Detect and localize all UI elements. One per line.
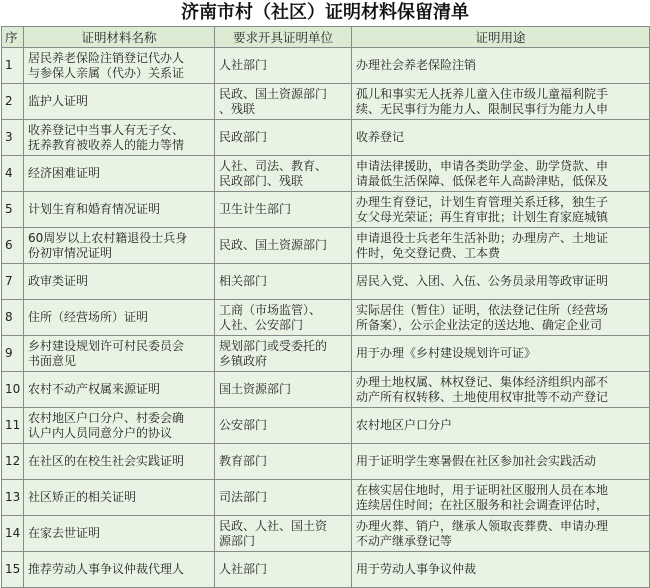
cell-purpose xyxy=(352,264,650,300)
cell-line: 续、无民事行为能力人、限制民事行为能力人申 xyxy=(356,101,609,116)
cell-line: 用于劳动人事争议仲裁 xyxy=(356,562,477,576)
cell-line: 相关部门 xyxy=(219,274,268,288)
cell-purpose xyxy=(352,408,650,444)
cell-line: 民政、人社、国土资 xyxy=(219,518,328,533)
cell-line: 人社部门 xyxy=(219,58,268,72)
cell-material-name xyxy=(24,48,215,84)
cell-line: 申请退役士兵老年生活补助；办理房产、土地证 xyxy=(356,230,609,245)
table-row xyxy=(2,264,650,300)
cell-line: 民政、国土资源部门 xyxy=(219,238,328,252)
cell-seq: 11 xyxy=(2,408,24,444)
cell-issuing-unit xyxy=(215,300,352,336)
cell-line: 农村不动产权属来源证明 xyxy=(28,382,161,396)
cell-line: 用于办理《乡村建设规划许可证》 xyxy=(356,346,537,360)
cell-issuing-unit xyxy=(215,444,352,480)
cell-line: 经济困难证明 xyxy=(28,166,101,180)
cell-purpose xyxy=(352,48,650,84)
cell-line: 人社部门 xyxy=(219,562,268,576)
header-name: 证明材料名称 xyxy=(24,27,215,48)
table-row xyxy=(2,444,650,480)
cell-line: 国土资源部门 xyxy=(219,382,292,396)
cell-line: 办理社会养老保险注销 xyxy=(356,58,477,72)
cell-line: 实际居住（暂住）证明，依法登记住所（经营场 xyxy=(356,302,609,317)
cell-material-name xyxy=(24,84,215,120)
cell-seq: 15 xyxy=(2,552,24,588)
cell-line: 收养登记中当事人有无子女、 xyxy=(28,122,185,137)
cell-purpose xyxy=(352,372,650,408)
cell-line: 孤儿和事实无人抚养儿童入住市级儿童福利院手 xyxy=(356,86,609,101)
cell-line: 、残联 xyxy=(219,101,256,116)
cell-purpose xyxy=(352,84,650,120)
certificate-table xyxy=(1,26,650,588)
cell-line: 人社、公安部门 xyxy=(219,317,304,332)
cell-line: 人社、司法、教育、 xyxy=(219,158,328,173)
table-row xyxy=(2,552,650,588)
table-row xyxy=(2,48,650,84)
cell-line: 件时，免交登记费、工本费 xyxy=(356,245,501,260)
cell-line: 民政部门 xyxy=(219,130,268,144)
cell-line: 在核实居住地时，用于证明社区服刑人员在本地 xyxy=(356,482,609,497)
table-row xyxy=(2,480,650,516)
table-row xyxy=(2,408,650,444)
cell-material-name xyxy=(24,444,215,480)
cell-line: 居民养老保险注销登记代办人 xyxy=(28,50,185,65)
cell-seq: 6 xyxy=(2,228,24,264)
cell-purpose xyxy=(352,480,650,516)
cell-line: 卫生计生部门 xyxy=(219,202,292,216)
cell-line: 乡镇政府 xyxy=(219,353,268,368)
cell-seq: 5 xyxy=(2,192,24,228)
cell-seq: 3 xyxy=(2,120,24,156)
cell-line: 申请法律援助，申请各类助学金、助学贷款、申 xyxy=(356,158,609,173)
cell-line: 与参保人亲属（代办）关系证 xyxy=(28,65,185,80)
cell-line: 政审类证明 xyxy=(28,274,89,288)
cell-purpose xyxy=(352,228,650,264)
cell-line: 民政部门、残联 xyxy=(219,173,304,188)
cell-purpose xyxy=(352,552,650,588)
cell-line: 办理土地权属、林权登记、集体经济组织内部不 xyxy=(356,374,609,389)
cell-material-name xyxy=(24,120,215,156)
cell-line: 认户内人员同意分户的协议 xyxy=(28,425,173,440)
cell-purpose xyxy=(352,120,650,156)
header-unit: 要求开具证明单位 xyxy=(215,27,352,48)
cell-line: 连续居住时间；在社区服务和社会调查评估时， xyxy=(356,497,609,512)
cell-material-name xyxy=(24,156,215,192)
cell-purpose xyxy=(352,300,650,336)
cell-issuing-unit xyxy=(215,192,352,228)
cell-purpose xyxy=(352,336,650,372)
cell-line: 请最低生活保障、低保老年人高龄津贴，低保及 xyxy=(356,173,609,188)
cell-line: 民政、国土资源部门 xyxy=(219,86,328,101)
cell-line: 办理火葬、销户，继承人领取丧葬费、申请办理 xyxy=(356,518,609,533)
cell-issuing-unit xyxy=(215,372,352,408)
cell-material-name xyxy=(24,228,215,264)
cell-material-name xyxy=(24,300,215,336)
document-title: 济南市村（社区）证明材料保留清单 xyxy=(181,2,469,23)
cell-line: 60周岁以上农村籍退役士兵身 xyxy=(28,230,188,245)
cell-purpose xyxy=(352,192,650,228)
cell-material-name xyxy=(24,516,215,552)
table-row xyxy=(2,372,650,408)
cell-line: 不动产继承登记等 xyxy=(356,533,453,548)
cell-material-name xyxy=(24,192,215,228)
cell-line: 在社区的在校生社会实践证明 xyxy=(28,454,185,468)
cell-issuing-unit xyxy=(215,516,352,552)
cell-line: 农村地区户口分户 xyxy=(356,418,453,432)
cell-issuing-unit xyxy=(215,264,352,300)
cell-line: 用于证明学生寒暑假在社区参加社会实践活动 xyxy=(356,454,597,468)
cell-line: 书面意见 xyxy=(28,353,77,368)
cell-issuing-unit xyxy=(215,228,352,264)
cell-material-name xyxy=(24,480,215,516)
table-row xyxy=(2,516,650,552)
cell-issuing-unit xyxy=(215,408,352,444)
cell-issuing-unit xyxy=(215,48,352,84)
cell-material-name xyxy=(24,264,215,300)
table-header-row xyxy=(2,27,650,48)
cell-issuing-unit xyxy=(215,120,352,156)
cell-line: 规划部门或受委托的 xyxy=(219,338,328,353)
table-row xyxy=(2,192,650,228)
cell-seq: 10 xyxy=(2,372,24,408)
cell-line: 司法部门 xyxy=(219,490,268,504)
cell-seq: 8 xyxy=(2,300,24,336)
cell-line: 所备案），公示企业法定的送达地、确定企业司 xyxy=(356,317,603,332)
cell-seq: 14 xyxy=(2,516,24,552)
cell-purpose xyxy=(352,444,650,480)
cell-issuing-unit xyxy=(215,552,352,588)
cell-line: 住所（经营场所）证明 xyxy=(28,310,149,324)
cell-issuing-unit xyxy=(215,156,352,192)
cell-seq: 7 xyxy=(2,264,24,300)
cell-line: 监护人证明 xyxy=(28,94,89,108)
header-use: 证明用途 xyxy=(352,27,650,48)
cell-line: 源部门 xyxy=(219,533,256,548)
cell-material-name xyxy=(24,408,215,444)
table-body xyxy=(2,48,650,588)
cell-seq: 4 xyxy=(2,156,24,192)
cell-line: 抚养教育被收养人的能力等情 xyxy=(28,137,185,152)
cell-seq: 2 xyxy=(2,84,24,120)
cell-line: 收养登记 xyxy=(356,130,405,144)
table-row xyxy=(2,336,650,372)
cell-line: 推荐劳动人事争议仲裁代理人 xyxy=(28,562,185,576)
cell-line: 女父母光荣证；再生育审批；计划生育家庭城镇 xyxy=(356,209,609,224)
cell-line: 计划生育和婚育情况证明 xyxy=(28,202,161,216)
table-row xyxy=(2,228,650,264)
cell-material-name xyxy=(24,336,215,372)
header-seq: 序 xyxy=(2,27,24,48)
table-row xyxy=(2,300,650,336)
cell-issuing-unit xyxy=(215,336,352,372)
cell-line: 农村地区户口分户、村委会确 xyxy=(28,410,185,425)
cell-line: 办理生育登记，计划生育管理关系迁移，独生子 xyxy=(356,194,609,209)
table-row xyxy=(2,156,650,192)
cell-line: 动产所有权转移、土地使用权审批等不动产登记 xyxy=(356,389,609,404)
cell-purpose xyxy=(352,156,650,192)
cell-line: 工商（市场监管）、 xyxy=(219,302,322,317)
cell-seq: 12 xyxy=(2,444,24,480)
cell-line: 乡村建设规划许可村民委员会 xyxy=(28,338,185,353)
cell-issuing-unit xyxy=(215,84,352,120)
cell-line: 公安部门 xyxy=(219,418,268,432)
table-row xyxy=(2,120,650,156)
cell-seq: 9 xyxy=(2,336,24,372)
cell-seq: 13 xyxy=(2,480,24,516)
cell-line: 份初审情况证明 xyxy=(28,245,113,260)
cell-seq: 1 xyxy=(2,48,24,84)
cell-line: 教育部门 xyxy=(219,454,268,468)
table-row xyxy=(2,84,650,120)
cell-line: 社区矫正的相关证明 xyxy=(28,490,137,504)
cell-purpose xyxy=(352,516,650,552)
cell-line: 居民入党、入团、入伍、公务员录用等政审证明 xyxy=(356,274,609,288)
cell-material-name xyxy=(24,372,215,408)
cell-material-name xyxy=(24,552,215,588)
cell-line: 在家去世证明 xyxy=(28,526,101,540)
cell-issuing-unit xyxy=(215,480,352,516)
